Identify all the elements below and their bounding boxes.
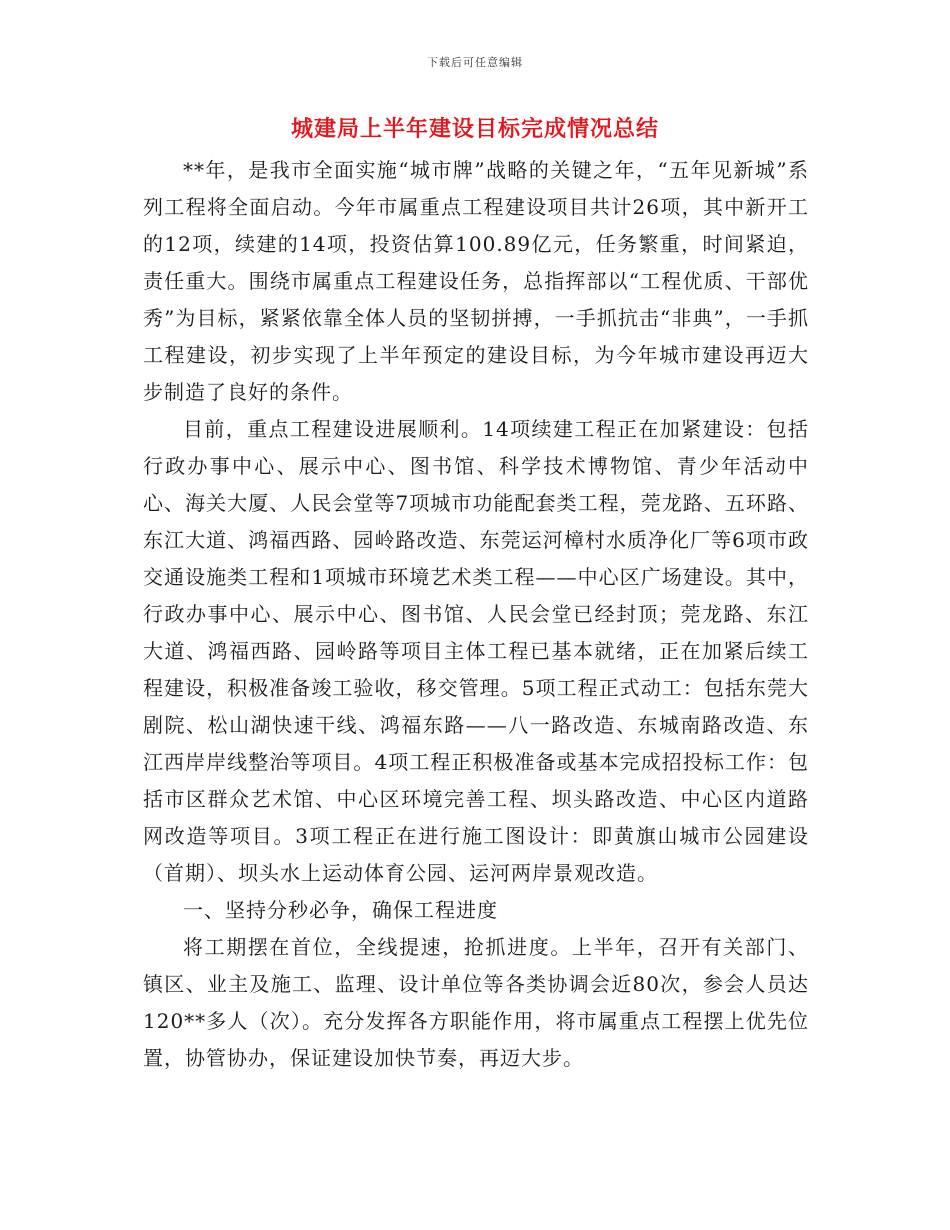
paragraph-progress: 目前，重点工程建设进展顺利。14项续建工程正在加紧建设：包括行政办事中心、展示中心、图书馆、科学技术博物馆、青少年活动中心、海关大厦、人民会堂等7项城市功能配套类工程，莞龙路、五环路、东江大道、鸿福西路、园岭路改造、东莞运河樟村水质净化厂等6项市政交通设施类工程和1项城市环境艺术类工程——中心区广场建设。其中，行政办事中心、展示中心、图书馆、人民会堂已经封顶；莞龙路、东江大道、鸿福西路、园岭路等项目主体工程已基本就绪，正在加紧后续工程建设，积极准备竣工验收，移交管理。5项工程正式动工：包括东莞大剧院、松山湖快速干线、鸿福东路——八一路改造、东城南路改造、东江西岸岸线整治等项目。4项工程正积极准备或基本完成招投标工作：包括市区群众艺术馆、中心区环境完善工程、坝头路改造、中心区内道路网改造等项目。3项工程正在进行施工图设计：即黄旗山城市公园建设（首期）、坝头水上运动体育公园、运河两岸景观改造。 (143, 417, 809, 885)
document-title: 城建局上半年建设目标完成情况总结 (290, 116, 659, 142)
header-note: 下载后可任意编辑 (427, 56, 523, 69)
document-body (143, 152, 809, 1077)
paragraph-intro: **年，是我市全面实施“城市牌”战略的关键之年，“五年见新城”系列工程将全面启动。今年市属重点工程建设项目共计26项，其中新开工的12项，续建的14项，投资估算100.89亿元，任务繁重，时间紧迫，责任重大。围绕市属重点工程建设任务，总指挥部以“工程优质、干部优秀”为目标，紧紧依靠全体人员的坚韧拼搏，一手抓抗击“非典”，一手抓工程建设，初步实现了上半年预定的建设目标，为今年城市建设再迈大步制造了良好的条件。 (143, 158, 809, 404)
section-heading: 一、坚持分秒必争，确保工程进度 (183, 898, 498, 922)
paragraph-section1: 将工期摆在首位，全线提速，抢抓进度。上半年，召开有关部门、镇区、业主及施工、监理、设计单位等各类协调会近80次，参会人员达120**多人（次）。充分发挥各方职能作用，将市属重点工程摆上优先位置，协管协办，保证建设加快节奏，再迈大步。 (143, 935, 809, 1070)
